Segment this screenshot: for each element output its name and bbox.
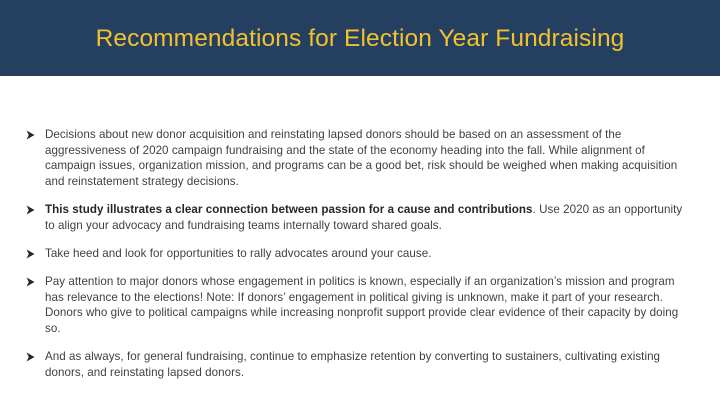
arrowhead-bullet-icon (26, 127, 39, 143)
bullet-text: And as always, for general fundraising, continue to emphasize retention by converting to sustainers, cultivating existing donors, and reinstating lapsed donors. (45, 349, 661, 379)
slide-title: Recommendations for Election Year Fundraising (95, 25, 625, 52)
bullet-item-passion (26, 202, 691, 233)
arrowhead-bullet-icon (26, 274, 39, 290)
arrowhead-bullet-icon (26, 202, 39, 218)
bullet-item-advocates (26, 246, 691, 262)
arrowhead-bullet-icon (26, 246, 39, 262)
bullet-bold-text: This study illustrates a clear connection between passion for a cause and contributions (45, 202, 533, 216)
bullet-text: Take heed and look for opportunities to rally advocates around your cause. (45, 246, 432, 260)
bullet-item-retention (26, 349, 691, 380)
bullet-item-acquisition (26, 127, 691, 189)
bullet-text: Decisions about new donor acquisition and reinstating lapsed donors should be based on an assessment of the aggressiveness of 2020 campaign fundraising and the state of the economy heading into the fall. While alignment of campaign issues, organization mission, and programs can be a good bet, risk should be weighed when making acquisition and reinstatement strategy decisions. (45, 128, 678, 188)
bullet-list (26, 127, 691, 393)
bullet-text: Pay attention to major donors whose engagement in politics is known, especially if an organization’s mission and program has relevance to the elections! Note: If donors’ engagement in political giving is unknown, make it part of your research. Donors who give to political campaigns while increasing nonprofit support provide clear evidence of their capacity by doing so. (45, 274, 679, 335)
arrowhead-bullet-icon (26, 349, 39, 365)
bullet-text: . Use 2020 as an opportunity to align your advocacy and fundraising teams internally toward shared goals. (45, 202, 683, 232)
bullet-item-major-donors (26, 274, 691, 336)
title-banner (0, 0, 720, 76)
